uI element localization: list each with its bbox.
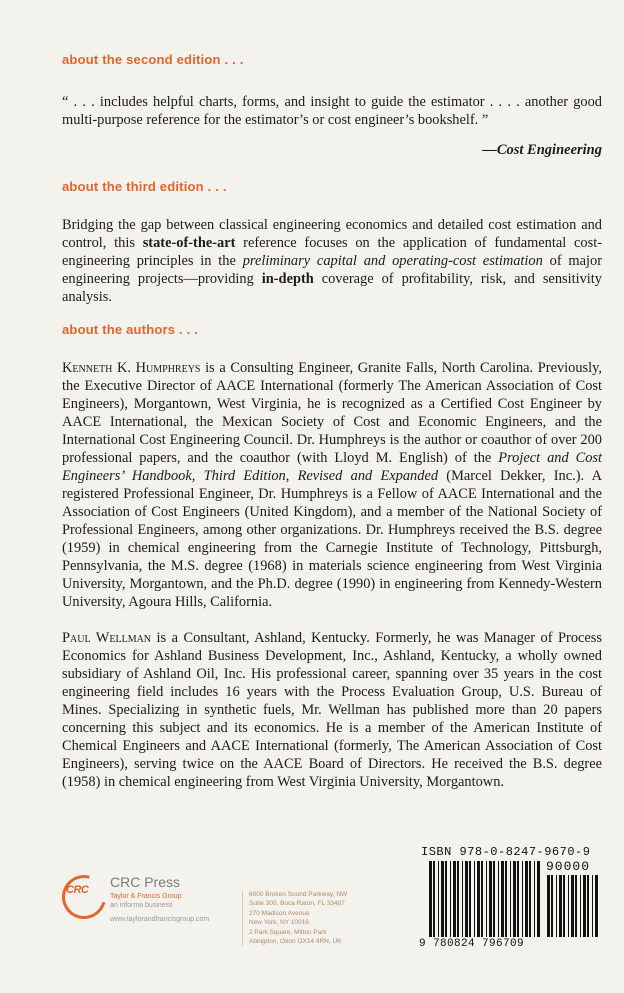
state-of-the-art-emphasis: state-of-the-art (142, 235, 236, 251)
publisher-group-block (110, 892, 240, 924)
address-line: 270 Madison Avenue (249, 910, 310, 917)
humphreys-name: Kenneth K. Humphreys (62, 360, 201, 376)
publisher-tagline: an informa business (110, 902, 173, 909)
crc-logo-letters: CRC (66, 884, 89, 896)
third-edition-description (62, 216, 602, 306)
isbn-barcode (419, 845, 602, 955)
address-line: Suite 300, Boca Raton, FL 33487 (249, 899, 345, 907)
second-edition-heading: about the second edition . . . (62, 52, 244, 67)
publisher-name: CRC Press (110, 874, 181, 890)
humphreys-bio-text-1: is a Consulting Engineer, Granite Falls, North Carolina. Previously, the Executive Director of AACE International (formerly The American Association of Cost Engineers), Morgantown, West Virginia, he is recognized as a Certified Cost Engineer by AACE International, the Mexican Society of Cost and Economic Engineers, and the International Cost Engineering Council. Dr. Humphreys is the author or coauthor of over 200 professional papers, and the coauthor (with Lloyd M. English) of the (62, 360, 602, 466)
humphreys-bio-text-2: (Marcel Dekker, Inc.). A registered Professional Engineer, Dr. Humphreys is a Fellow of AACE International and the Association of Cost Engineers (United Kingdom), and a member of the National Society of Professional Engineers, among other organizations. Dr. Humphreys received the B.S. degree (1959) in chemical engineering from the Carnegie Institute of Technology, Pittsburgh, Pennsylvania, the M.S. degree (1968) in materials science engineering from West Virginia University, Morgantown, and the Ph.D. degree (1990) in engineering from Kennedy-Western University, Agoura Hills, California. (62, 468, 602, 610)
wellman-name: Paul Wellman (62, 630, 152, 646)
third-edition-heading: about the third edition . . . (62, 179, 227, 194)
address-line: Abingdon, Oxon OX14 4RN, UK (249, 937, 342, 945)
handbook-title: Project and Cost Engineers’ Handbook, Third Edition, Revised and Expanded (62, 450, 603, 484)
second-edition-quote: “ . . . includes helpful charts, forms, and insight to guide the estimator . . . . another good multi-purpose reference for the estimator’s or cost engineer’s bookshelf. ” (62, 94, 602, 128)
publisher-group: Taylor & Francis Group (110, 893, 182, 900)
publisher-addresses (242, 891, 384, 946)
address-line: New York, NY 10016 (249, 918, 309, 926)
isbn-number: ISBN 978-0-8247-9670-9 (421, 845, 591, 859)
price-code: 90000 (546, 859, 591, 874)
publisher-logo (62, 870, 237, 940)
third-edition-text-1: Bridging the gap between classical engineering economics and detailed cost estimation and control, this (62, 217, 602, 251)
barcode-digits: 9 780824 796709 (419, 938, 525, 950)
humphreys-bio (62, 359, 602, 611)
third-edition-text-4: coverage of profitability, risk, and sensitivity analysis. (62, 271, 602, 305)
crc-swoosh-icon (54, 867, 114, 927)
back-cover-text (62, 52, 602, 791)
quote-attribution: —Cost Engineering (482, 142, 602, 158)
third-edition-text-2: reference focuses on the application of fundamental cost-engineering principles in the (62, 235, 602, 269)
preliminary-estimation-emphasis: preliminary capital and operating-cost estimation (242, 253, 543, 269)
address-line: 6000 Broken Sound Parkway, NW (249, 891, 348, 898)
publisher-website: www.taylorandfrancisgroup.com (110, 916, 210, 923)
third-edition-text-3: of major engineering projects—providing (62, 253, 602, 287)
in-depth-emphasis: in-depth (261, 271, 314, 287)
cover-footer (62, 845, 602, 955)
wellman-bio (62, 629, 602, 791)
authors-heading: about the authors . . . (62, 322, 199, 337)
wellman-bio-text: is a Consultant, Ashland, Kentucky. Formerly, he was Manager of Process Economics for Ashland Business Development, Inc., Ashland, Kentucky, a wholly owned subsidiary of Ashland Oil, Inc. His professional career, spanning over 35 years in the cost engineering field includes 16 years with the Process Evaluation Group, U.S. Bureau of Mines. Specializing in synthetic fuels, Mr. Wellman has published more than 20 papers concerning this subject and its economics. He is a member of the American Institute of Chemical Engineers and AACE International (formerly, The American Association of Cost Engineers), serving twice on the AACE Board of Directors. He received the B.S. degree (1958) in chemical engineering from West Virginia University, Morgantown. (62, 630, 602, 790)
address-line: 2 Park Square, Milton Park (249, 929, 327, 936)
